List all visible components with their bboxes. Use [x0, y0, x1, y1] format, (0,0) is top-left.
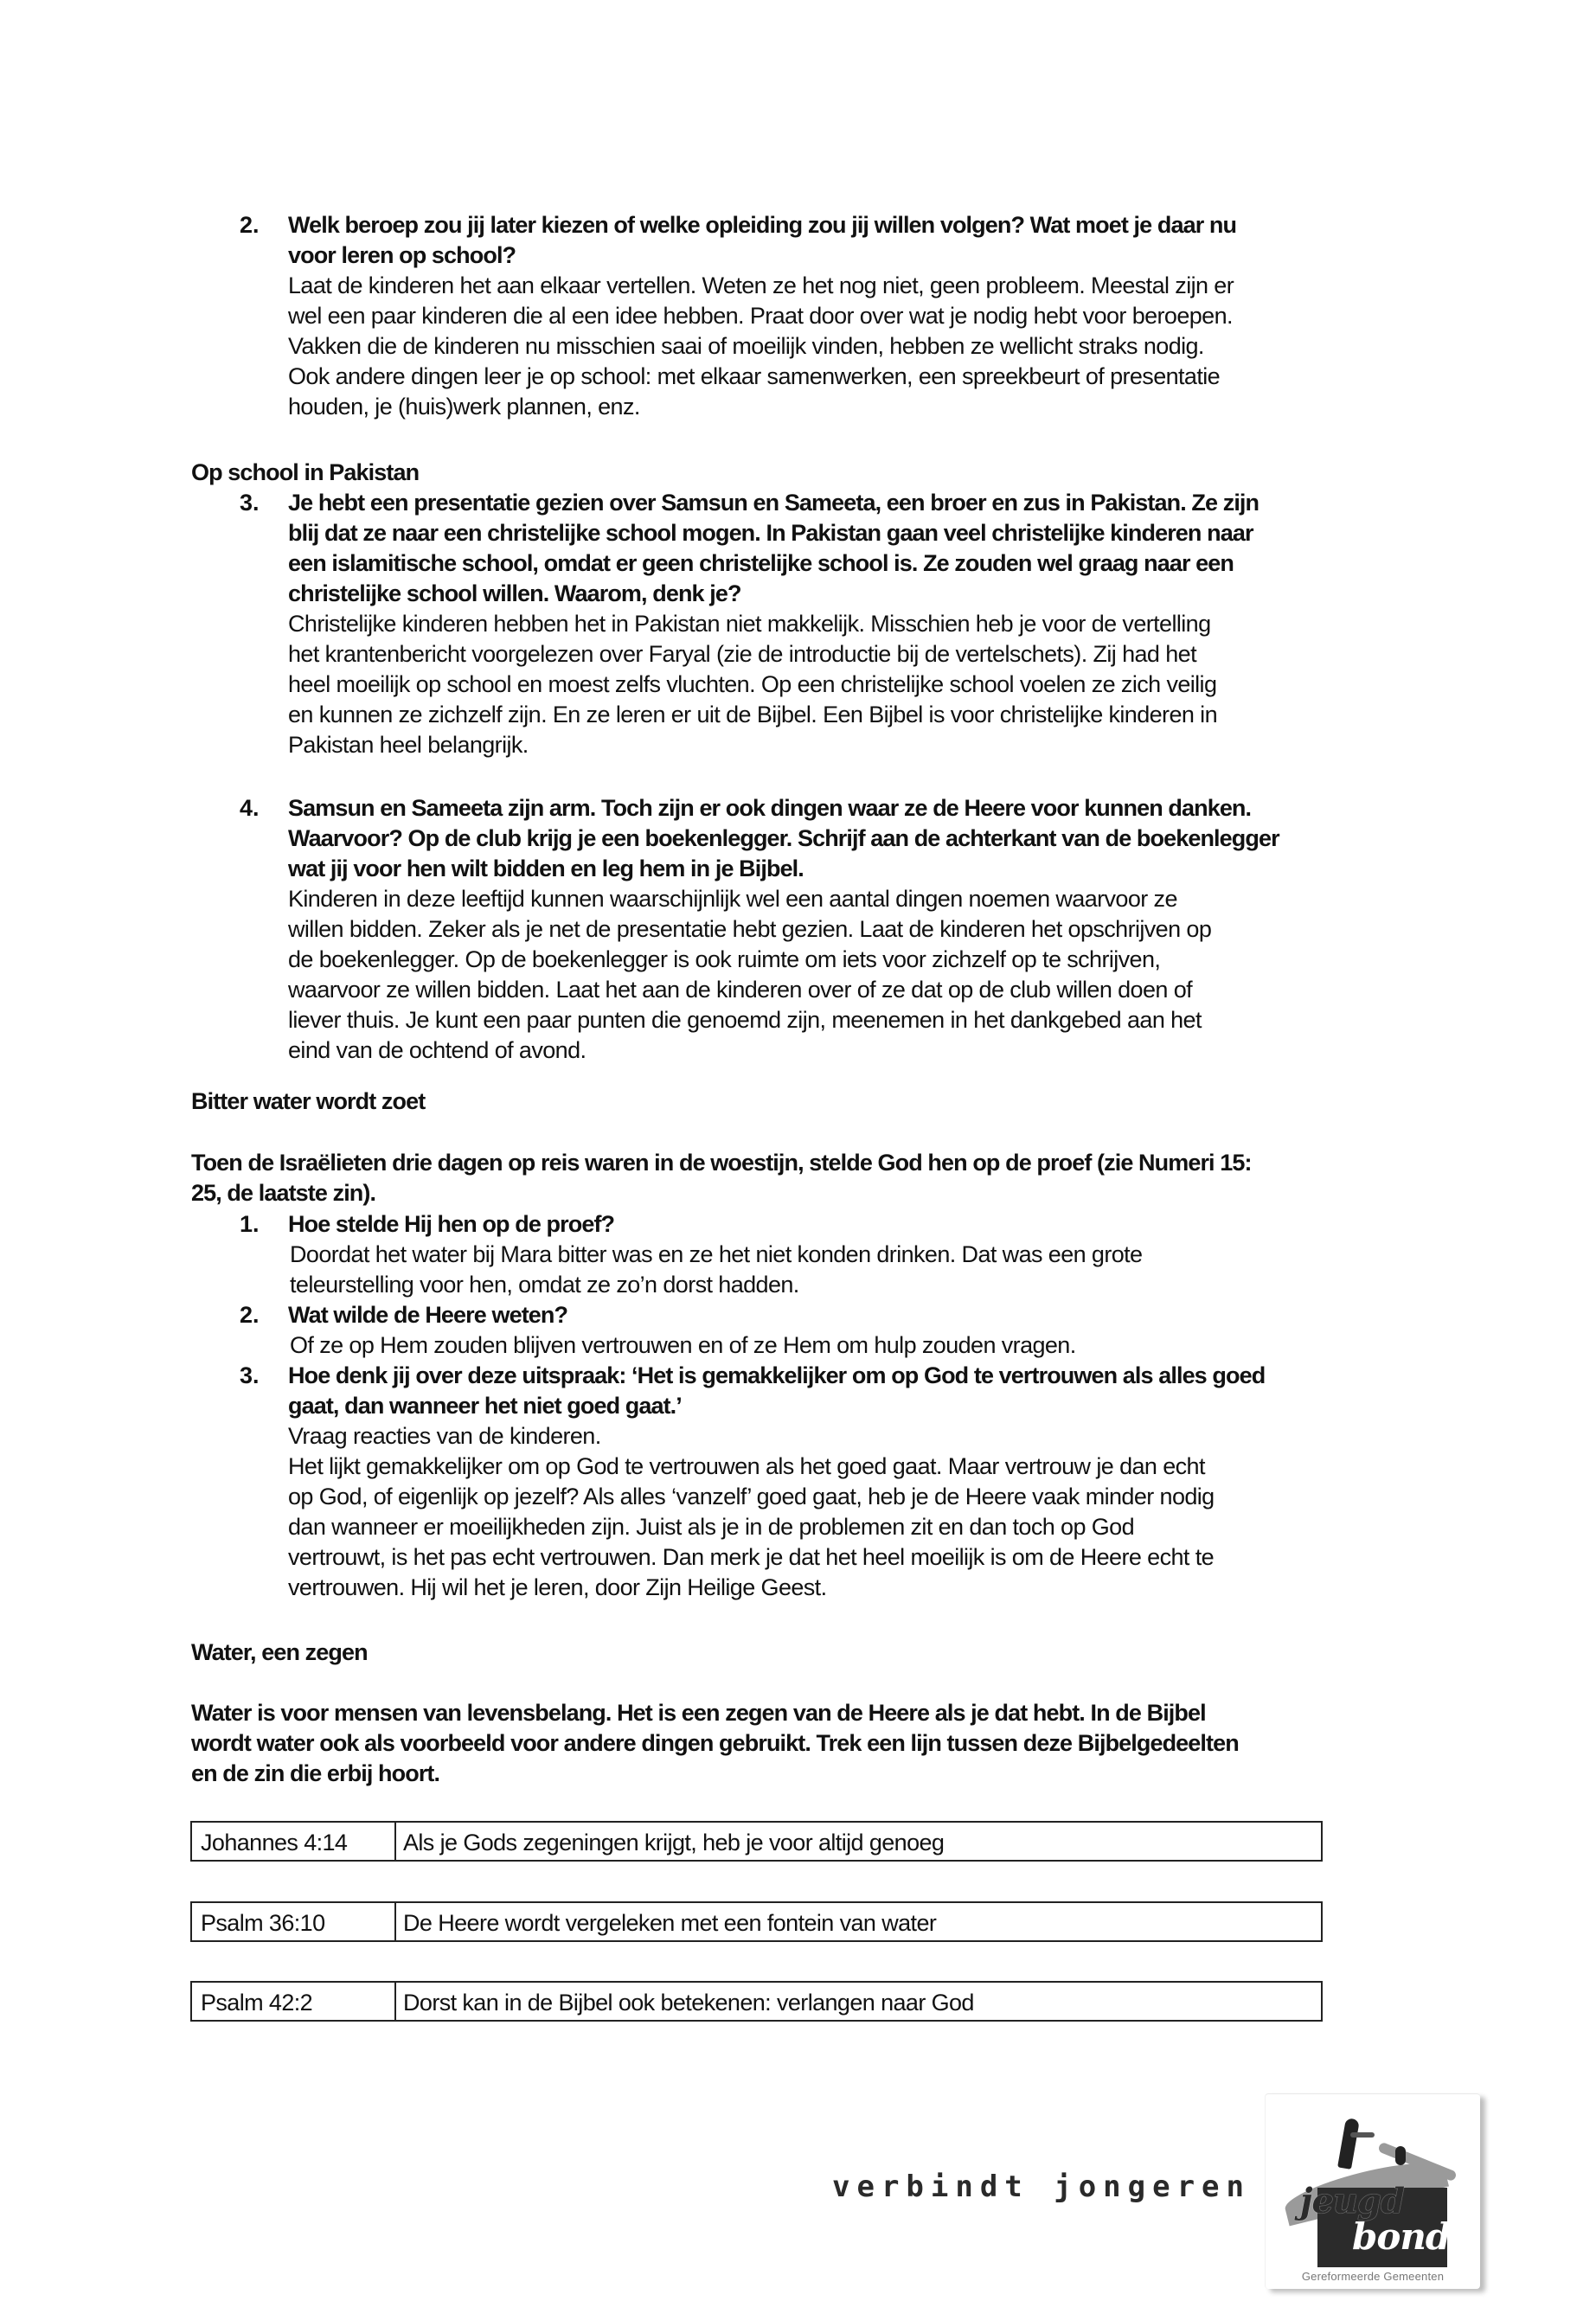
bible-reference: Johannes 4:14 [192, 1823, 396, 1860]
answer-line: teleurstelling voor hen, omdat ze zo’n dorst hadden. [290, 1272, 799, 1298]
question-pakistan-3 [288, 488, 1413, 760]
answer-line: Doordat het water bij Mara bitter was en ze het niet konden drinken. Dat was een grote [290, 1241, 1143, 1267]
question-bitter-1 [288, 1209, 1413, 1300]
answer-line: waarvoor ze willen bidden. Laat het aan de kinderen over of ze dat op de club willen doen of [288, 977, 1193, 1003]
question-line: Welk beroep zou jij later kiezen of welke opleiding zou jij willen volgen? Wat moet je daar nu [288, 212, 1237, 238]
question-line: een islamitische school, omdat er geen christelijke school is. Ze zouden wel graag naar een [288, 550, 1234, 576]
bible-reference: Psalm 36:10 [192, 1903, 396, 1940]
match-row [190, 1901, 1323, 1942]
question-number: 1. [240, 1211, 260, 1237]
question-pakistan-4 [288, 793, 1413, 1066]
question-bitter-2 [288, 1300, 1413, 1361]
match-row [190, 1821, 1323, 1862]
question-career [288, 210, 1413, 422]
jeugdbond-logo [1265, 2093, 1480, 2289]
footer-slogan: verbindt jongeren [832, 2170, 1251, 2204]
question-number: 2. [240, 212, 260, 238]
section-intro-line: en de zin die erbij hoort. [191, 1760, 440, 1786]
answer-line: dan wanneer er moeilijkheden zijn. Juist als je in de problemen zit en dan toch op God [288, 1514, 1135, 1540]
answer-line: liever thuis. Je kunt een paar punten die genoemd zijn, meenemen in het dankgebed aan het [288, 1007, 1202, 1033]
answer-line: wel een paar kinderen die al een idee hebben. Praat door over wat je nodig hebt voor beroepen. [288, 303, 1233, 329]
match-row [190, 1981, 1323, 2022]
question-number: 3. [240, 1362, 260, 1388]
answer-line: Vakken die de kinderen nu misschien saai of moeilijk vinden, hebben ze wellicht straks nodig. [288, 333, 1204, 359]
bible-reference: Psalm 42:2 [192, 1983, 396, 2020]
answer-line: Kinderen in deze leeftijd kunnen waarschijnlijk wel een aantal dingen noemen waarvoor ze [288, 886, 1177, 912]
answer-line: Pakistan heel belangrijk. [288, 732, 529, 758]
section-intro-line: 25, de laatste zin). [191, 1180, 376, 1206]
question-line: voor leren op school? [288, 242, 516, 268]
question-line: gaat, dan wanneer het niet goed gaat.’ [288, 1393, 682, 1419]
answer-line: eind van de ochtend of avond. [288, 1037, 586, 1063]
person-figure-icon [1395, 2146, 1406, 2165]
section-heading-bitter-water: Bitter water wordt zoet [191, 1088, 426, 1114]
question-line: Hoe denk jij over deze uitspraak: ‘Het is gemakkelijker om op God te vertrouwen als alles goed [288, 1362, 1266, 1388]
question-number: 3. [240, 490, 260, 516]
answer-line: Laat de kinderen het aan elkaar vertellen. Weten ze het nog niet, geen probleem. Meestal zijn er [288, 272, 1234, 298]
match-sentence: Als je Gods zegeningen krijgt, heb je voor altijd genoeg [403, 1830, 945, 1856]
answer-line: vertrouwen. Hij wil het je leren, door Zijn Heilige Geest. [288, 1574, 827, 1600]
question-line: Waarvoor? Op de club krijg je een boekenlegger. Schrijf aan de achterkant van de boekenlegger [288, 825, 1279, 851]
question-line: Je hebt een presentatie gezien over Samsun en Sameeta, een broer en zus in Pakistan. Ze zijn [288, 490, 1259, 516]
question-line: blij dat ze naar een christelijke school mogen. In Pakistan gaan veel christelijke kinderen naar [288, 520, 1253, 546]
question-line: christelijke school willen. Waarom, denk je? [288, 580, 741, 606]
question-bitter-3 [288, 1361, 1413, 1603]
question-line: wat jij voor hen wilt bidden en leg hem in je Bijbel. [288, 856, 804, 881]
answer-line: houden, je (huis)werk plannen, enz. [288, 394, 640, 420]
question-line: Hoe stelde Hij hen op de proef? [288, 1211, 615, 1237]
answer-line: Ook andere dingen leer je op school: met elkaar samenwerken, een spreekbeurt of presentatie [288, 363, 1221, 389]
person-figure-arm-icon [1350, 2132, 1375, 2138]
question-line: Wat wilde de Heere weten? [288, 1302, 568, 1328]
answer-line: Of ze op Hem zouden blijven vertrouwen en of ze Hem om hulp zouden vragen. [290, 1332, 1076, 1358]
match-sentence: De Heere wordt vergeleken met een fontein van water [403, 1910, 937, 1936]
answer-line: het krantenbericht voorgelezen over Faryal (zie de introductie bij de vertelschets). Zij had het [288, 641, 1196, 667]
answer-line: Christelijke kinderen hebben het in Pakistan niet makkelijk. Misschien heb je voor de vertelling [288, 611, 1211, 637]
answer-line: Het lijkt gemakkelijker om op God te vertrouwen als het goed gaat. Maar vertrouw je dan echt [288, 1453, 1205, 1479]
question-line: Samsun en Sameeta zijn arm. Toch zijn er ook dingen waar ze de Heere voor kunnen danken. [288, 795, 1252, 821]
question-number: 4. [240, 795, 260, 821]
answer-line: vertrouwt, is het pas echt vertrouwen. Dan merk je dat het heel moeilijk is om de Heere echt te [288, 1544, 1215, 1570]
answer-line: op God, of eigenlijk op jezelf? Als alles ‘vanzelf’ goed gaat, heb je de Heere vaak minder nodig [288, 1484, 1215, 1509]
section-intro-line: wordt water ook als voorbeeld voor andere dingen gebruikt. Trek een lijn tussen deze Bijbelgedeelten [191, 1730, 1239, 1756]
match-sentence: Dorst kan in de Bijbel ook betekenen: verlangen naar God [403, 1990, 974, 2016]
answer-line: heel moeilijk op school en moest zelfs vluchten. Op een christelijke school voelen ze zich veilig [288, 671, 1217, 697]
section-heading-water: Water, een zegen [191, 1639, 368, 1665]
question-number: 2. [240, 1302, 260, 1328]
answer-line: de boekenlegger. Op de boekenlegger is ook ruimte om iets voor zichzelf op te schrijven, [288, 946, 1161, 972]
person-figure-icon [1337, 2118, 1360, 2170]
section-heading-pakistan: Op school in Pakistan [191, 459, 420, 485]
answer-line: willen bidden. Zeker als je net de presentatie hebt gezien. Laat de kinderen het opschrijven op [288, 916, 1212, 942]
logo-word-jeugd: jeugd [1300, 2181, 1404, 2221]
answer-line: en kunnen ze zichzelf zijn. En ze leren er uit de Bijbel. Een Bijbel is voor christelijke kinderen in [288, 702, 1217, 727]
answer-line: Vraag reacties van de kinderen. [288, 1423, 601, 1449]
logo-subtitle: Gereformeerde Gemeenten [1301, 2270, 1445, 2283]
logo-word-bond: bond [1352, 2215, 1451, 2258]
section-intro-line: Water is voor mensen van levensbelang. Het is een zegen van de Heere als je dat hebt. In de Bijbel [191, 1700, 1206, 1726]
section-intro-line: Toen de Israëlieten drie dagen op reis waren in de woestijn, stelde God hen op de proef (zie Numeri 15: [191, 1150, 1252, 1176]
